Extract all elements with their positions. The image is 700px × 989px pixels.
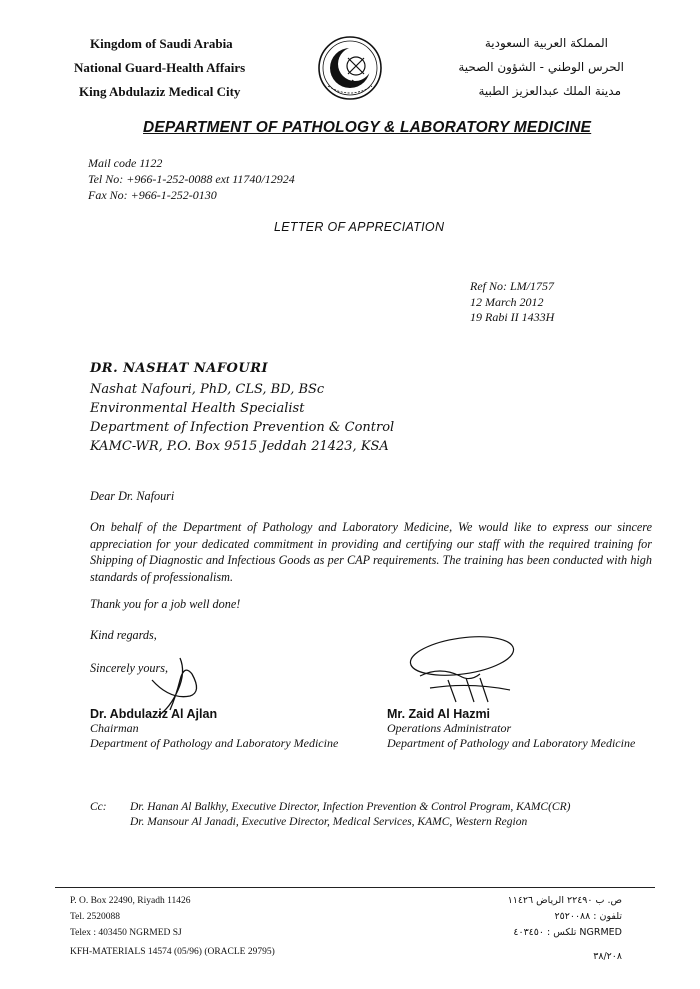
recipient-line: Department of Infection Prevention & Control	[90, 420, 395, 435]
header-en-line-3: King Abdulaziz Medical City	[79, 84, 241, 99]
signatory-right	[387, 707, 635, 751]
signatory-name: Mr. Zaid Al Hazmi	[387, 707, 491, 721]
signatory-title: Operations Administrator	[387, 721, 512, 735]
contact-block	[88, 155, 295, 203]
cc-line: Dr. Hanan Al Balkhy, Executive Director, Infection Prevention & Control Program, KAMC(CR)	[130, 801, 571, 813]
footer-ar-address: ص. ب ٢٢٤٩٠ الرياض ١١٤٢٦	[507, 895, 622, 906]
reference-block	[470, 279, 554, 326]
kind-regards: Kind regards,	[90, 628, 157, 642]
footer-divider	[55, 887, 655, 888]
footer-telex: Telex : 403450 NGRMED SJ	[70, 928, 182, 938]
letter-title: LETTER OF APPRECIATION	[274, 220, 445, 234]
hijri-date: 19 Rabi II 1433H	[470, 310, 555, 324]
recipient-address	[90, 380, 394, 456]
mail-code: Mail code 1122	[88, 156, 163, 170]
footer-tel: Tel. 2520088	[70, 912, 120, 922]
body-paragraph: On behalf of the Department of Pathology and Laboratory Medicine, We would like to express our sincere appreciation for your dedicated commitment in providing and certifying our staff with the required training for Shipping of Diagnostic and Infectious Goods as per CAP requirements. The training has been conducted with high standards of professionalism.	[90, 520, 652, 584]
signature-2	[400, 632, 530, 712]
emblem-icon	[318, 28, 382, 110]
cc-list	[130, 800, 570, 830]
salutation: Dear Dr. Nafouri	[90, 489, 175, 503]
signatory-title: Chairman	[90, 721, 139, 735]
ref-number: Ref No: LM/1757	[470, 279, 554, 293]
header-en-line-1: Kingdom of Saudi Arabia	[90, 36, 233, 51]
footer-ar	[508, 893, 622, 941]
tel-number: Tel No: +966-1-252-0088 ext 11740/12924	[88, 172, 295, 186]
recipient-line: KAMC-WR, P.O. Box 9515 Jeddah 21423, KSA	[90, 439, 389, 454]
cc-line: Dr. Mansour Al Janadi, Executive Director, Medical Services, KAMC, Western Region	[130, 816, 528, 828]
form-code: KFH-MATERIALS 14574 (05/96) (ORACLE 29795)	[70, 947, 275, 957]
signatory-dept: Department of Pathology and Laboratory Medicine	[387, 736, 636, 750]
recipient-line: Nashat Nafouri, PhD, CLS, BD, BSc	[90, 382, 325, 397]
national-guard-emblem	[318, 28, 382, 110]
department-title: DEPARTMENT OF PATHOLOGY & LABORATORY MEDICINE	[143, 119, 592, 136]
header-ar-line-1: المملكة العربية السعودية	[484, 36, 608, 50]
signatory-name: Dr. Abdulaziz Al Ajlan	[90, 707, 218, 721]
signatory-dept: Department of Pathology and Laboratory Medicine	[90, 736, 339, 750]
cc-label: Cc:	[90, 801, 107, 813]
footer-address: P. O. Box 22490, Riyadh 11426	[70, 896, 191, 906]
signatory-left	[90, 707, 338, 751]
footer-ar-tel: تلفون : ٢٥٢٠٠٨٨	[554, 911, 622, 922]
recipient-line: Environmental Health Specialist	[90, 401, 305, 416]
footer-en	[70, 893, 191, 941]
header-ar-line-2: الحرس الوطني - الشؤون الصحية	[458, 60, 624, 74]
recipient-name: DR. NASHAT NAFOURI	[90, 361, 269, 376]
header-en-line-2: National Guard-Health Affairs	[74, 60, 246, 75]
sincerely: Sincerely yours,	[90, 661, 169, 675]
footer-ar-telex: تلكس : ٤٠٣٤٥٠ NGRMED	[513, 927, 622, 938]
thanks-line: Thank you for a job well done!	[90, 597, 241, 611]
form-code-ar: ٣٨/٢٠٨	[593, 951, 622, 962]
fax-number: Fax No: +966-1-252-0130	[88, 188, 217, 202]
letter-date: 12 March 2012	[470, 294, 544, 309]
header-ar-line-3: مدينة الملك عبدالعزيز الطبية	[478, 84, 621, 98]
